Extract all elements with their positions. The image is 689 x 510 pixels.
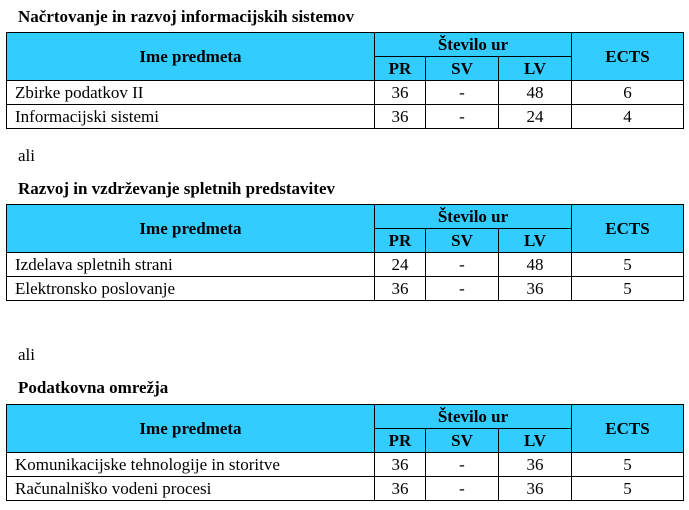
lv-hours: 24 [499,105,572,129]
subject-name: Informacijski sistemi [7,105,375,129]
header-lv: LV [499,229,572,253]
header-ects: ECTS [572,405,684,453]
lv-hours: 48 [499,253,572,277]
ects-value: 4 [572,105,684,129]
lv-hours: 48 [499,81,572,105]
subject-name: Računalniško vodeni procesi [7,477,375,501]
table-row [7,253,684,277]
sv-hours: - [426,105,499,129]
header-lv: LV [499,429,572,453]
pr-hours: 36 [375,477,426,501]
header-subject: Ime predmeta [7,205,375,253]
section-title: Podatkovna omrežja [18,378,169,397]
header-sv: SV [426,229,499,253]
pr-hours: 24 [375,253,426,277]
subject-name: Zbirke podatkov II [7,81,375,105]
pr-hours: 36 [375,105,426,129]
subjects-table [6,204,684,301]
subject-name: Izdelava spletnih strani [7,253,375,277]
ects-value: 6 [572,81,684,105]
section-title: Razvoj in vzdrževanje spletnih predstavitev [18,179,335,198]
header-subject: Ime predmeta [7,33,375,81]
table-row [7,81,684,105]
ects-value: 5 [572,253,684,277]
subjects-table [6,32,684,129]
header-hours: Število ur [375,33,572,57]
ects-value: 5 [572,477,684,501]
sv-hours: - [426,253,499,277]
section-title: Načrtovanje in razvoj informacijskih sistemov [18,7,355,26]
header-pr: PR [375,229,426,253]
subjects-table [6,404,684,501]
sv-hours: - [426,81,499,105]
separator-text: ali [18,146,35,165]
header-hours: Število ur [375,405,572,429]
header-subject: Ime predmeta [7,405,375,453]
table-row [7,453,684,477]
sv-hours: - [426,453,499,477]
separator-text: ali [18,345,35,364]
ects-value: 5 [572,453,684,477]
lv-hours: 36 [499,477,572,501]
pr-hours: 36 [375,453,426,477]
header-sv: SV [426,429,499,453]
subject-name: Komunikacijske tehnologije in storitve [7,453,375,477]
lv-hours: 36 [499,453,572,477]
header-ects: ECTS [572,33,684,81]
pr-hours: 36 [375,277,426,301]
table-row [7,277,684,301]
header-pr: PR [375,429,426,453]
header-lv: LV [499,57,572,81]
subject-name: Elektronsko poslovanje [7,277,375,301]
table-row [7,105,684,129]
header-sv: SV [426,57,499,81]
sv-hours: - [426,477,499,501]
pr-hours: 36 [375,81,426,105]
header-ects: ECTS [572,205,684,253]
header-pr: PR [375,57,426,81]
ects-value: 5 [572,277,684,301]
table-row [7,477,684,501]
sv-hours: - [426,277,499,301]
header-hours: Število ur [375,205,572,229]
lv-hours: 36 [499,277,572,301]
